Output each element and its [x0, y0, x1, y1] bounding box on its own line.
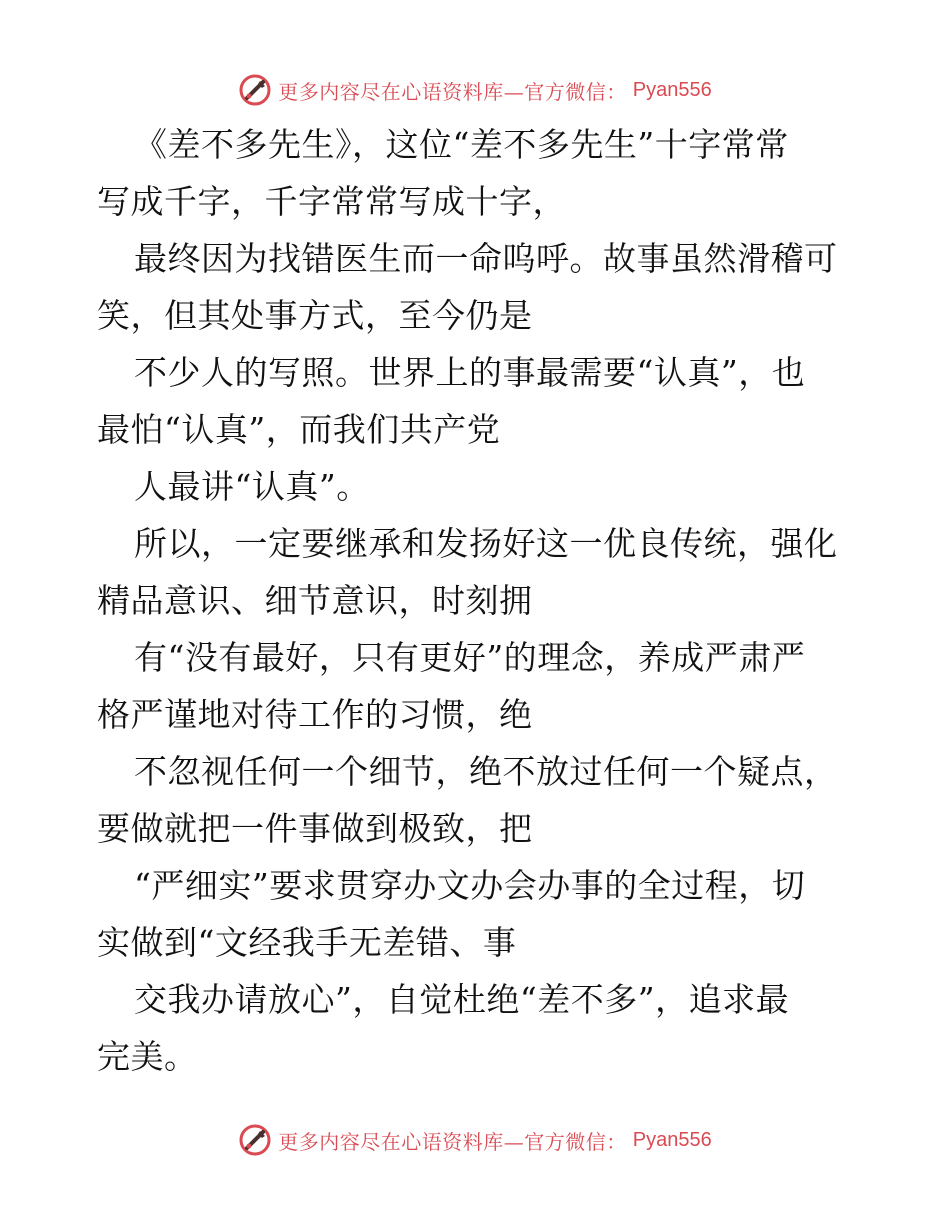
text-line: 《差不多先生》，这位“差不多先生”十字常常: [134, 125, 789, 164]
text-line: 要做就把一件事做到极致，把: [97, 809, 533, 848]
text-line: 所以，一定要继承和发扬好这一优良传统，强化: [134, 524, 838, 563]
text-line: 有“没有最好，只有更好”的理念，养成严肃严: [134, 638, 806, 677]
text-line: 完美。: [97, 1037, 198, 1076]
text-line: 不少人的写照。世界上的事最需要“认真”，也: [134, 353, 806, 392]
banner-wechat-id: Pyan556: [632, 78, 712, 101]
text-line: 最终因为找错医生而一命呜呼。故事虽然滑稽可: [134, 239, 838, 278]
text-line: 笑，但其处事方式，至今仍是: [97, 296, 533, 335]
text-line: 交我办请放心”，自觉杜绝“差不多”，追求最: [134, 980, 790, 1019]
text-line: 人最讲“认真”。: [134, 467, 370, 506]
banner-text: 更多内容尽在心语资料库—官方微信：: [278, 1129, 627, 1154]
text-line: “严细实”要求贯穿办文办会办事的全过程，切: [134, 866, 806, 905]
text-line: 精品意识、细节意识，时刻拥: [97, 581, 533, 620]
brand-logo-icon: [238, 73, 272, 107]
text-line: 最怕“认真”，而我们共产党: [97, 410, 501, 449]
header-banner: [0, 70, 950, 110]
text-line: 写成千字，千字常常写成十字，: [97, 182, 566, 221]
banner-wechat-id: Pyan556: [632, 1128, 712, 1151]
text-line: 格严谨地对待工作的习惯，绝: [97, 695, 533, 734]
text-line: 实做到“文经我手无差错、事: [97, 923, 517, 962]
text-line: 不忽视任何一个细节，绝不放过任何一个疑点，: [134, 752, 838, 791]
document-body: [97, 116, 853, 1085]
banner-text: 更多内容尽在心语资料库—官方微信：: [278, 79, 627, 104]
footer-banner: [0, 1120, 950, 1160]
brand-logo-icon: [238, 1123, 272, 1157]
